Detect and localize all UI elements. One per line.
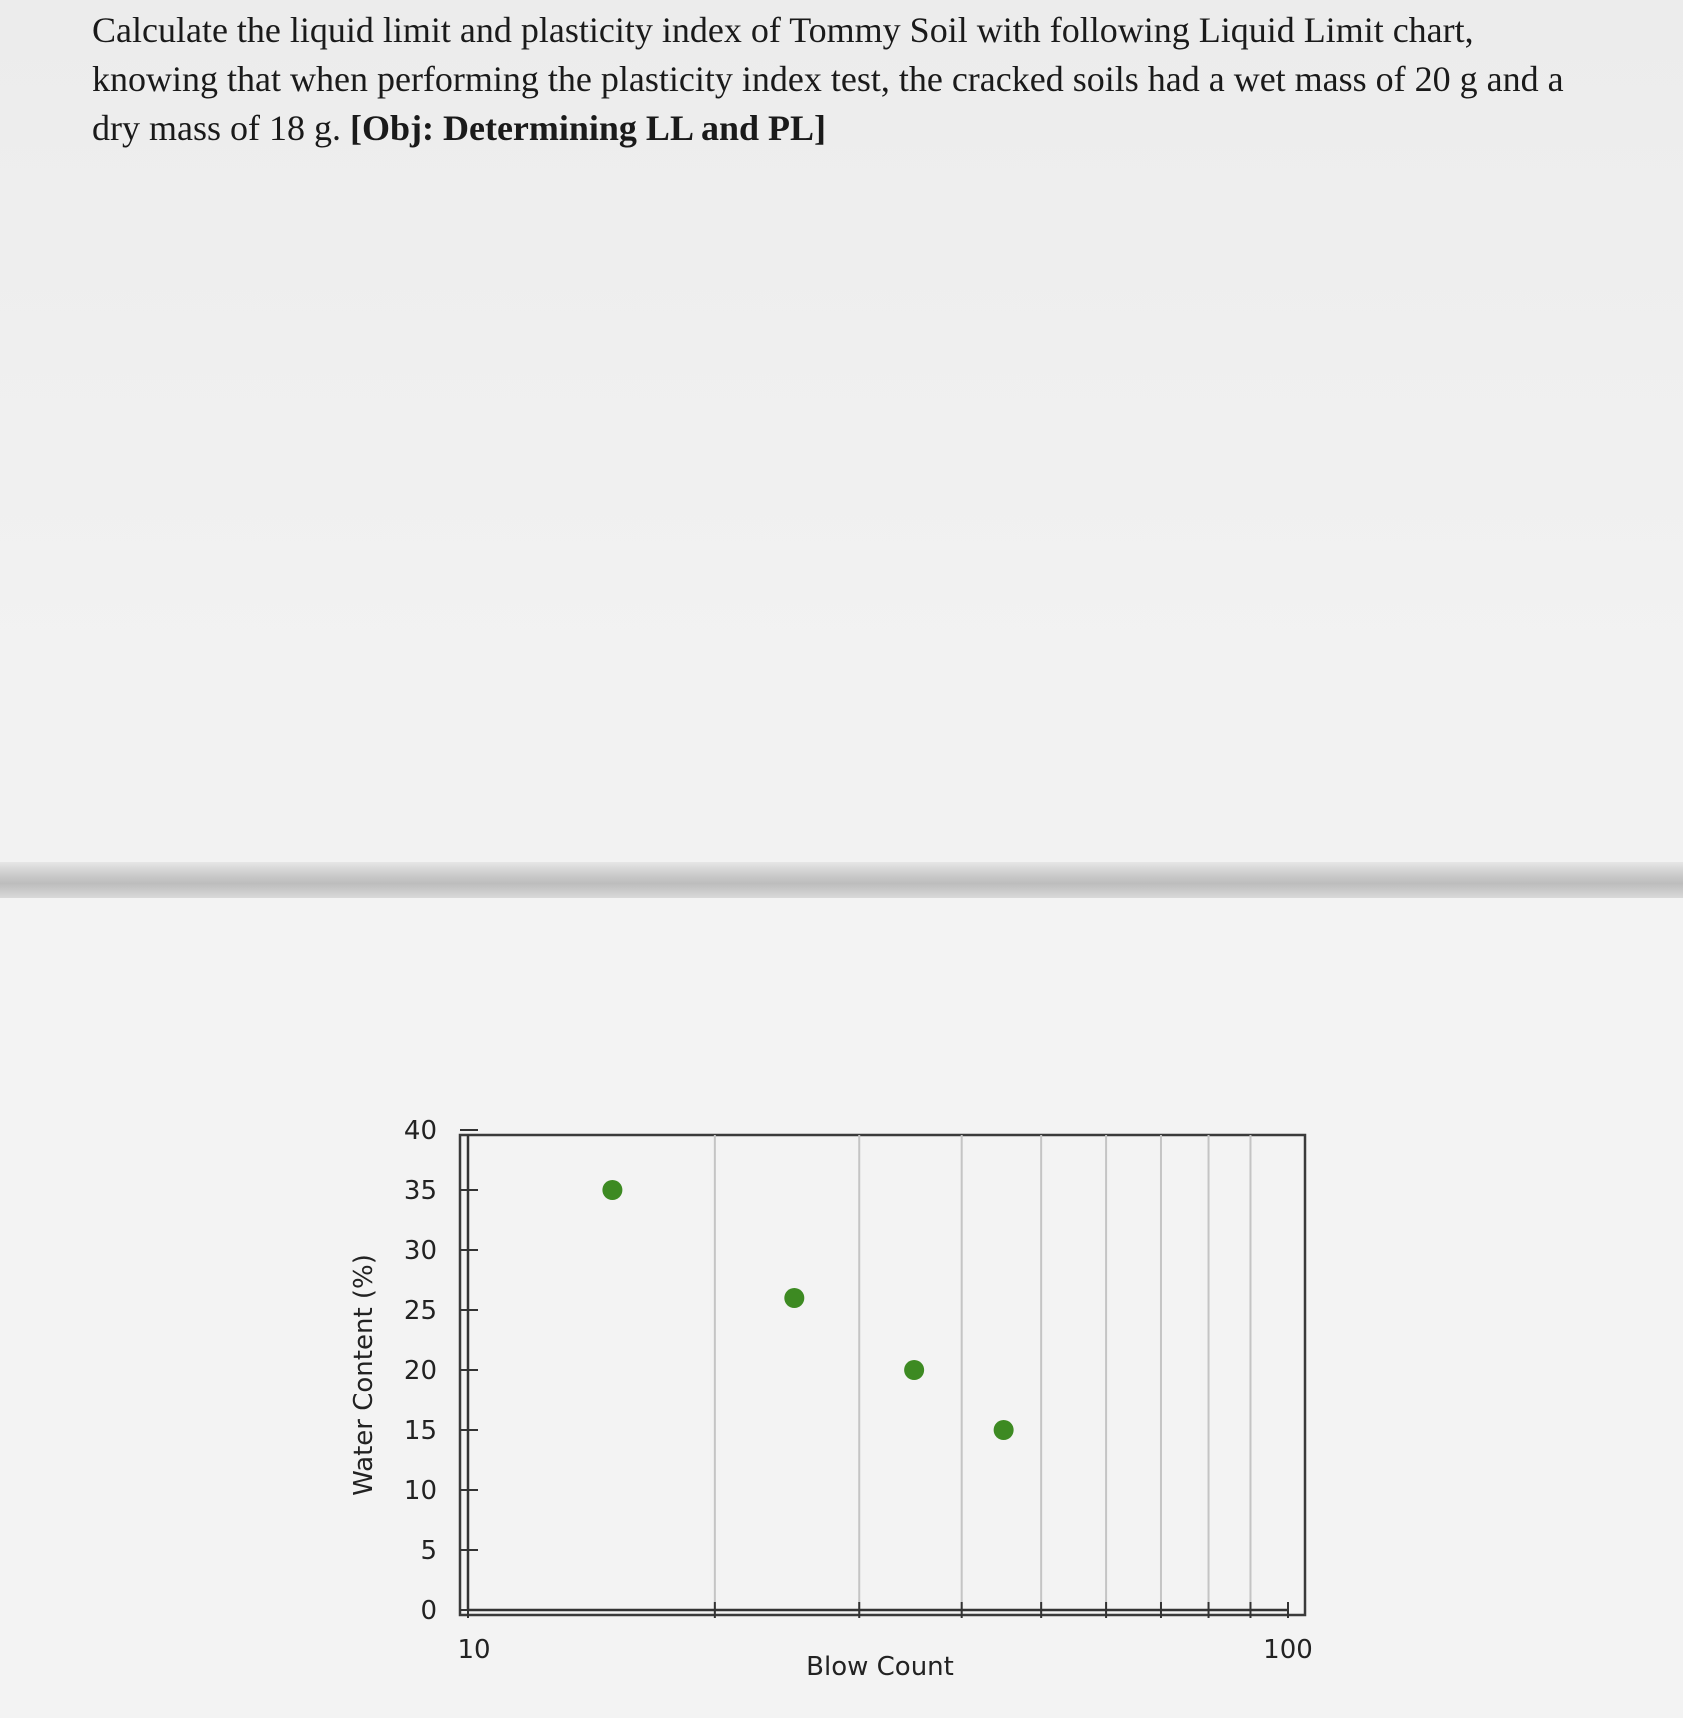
y-tick-label-5: 5 [420, 1536, 437, 1566]
grid [715, 1135, 1251, 1614]
x-tick-label-100: 100 [1263, 1635, 1313, 1665]
y-axis-title: Water Content (%) [349, 1254, 379, 1496]
question-objective: [Obj: Determining LL and PL] [349, 108, 826, 148]
data-point-2 [784, 1288, 804, 1308]
data-points [602, 1180, 1013, 1440]
question-body: Calculate the liquid limit and plasticity index of Tommy Soil with following Liquid Limit chart, knowing that when performing the plasticity index test, the cracked soils had a wet mass of 20 g and a dry mass of 18 g. [92, 10, 1564, 148]
y-tick-label-15: 15 [403, 1416, 437, 1446]
x-tick-label-10: 10 [457, 1635, 491, 1665]
y-tick-label-35: 35 [403, 1176, 437, 1206]
data-point-4 [994, 1420, 1014, 1440]
y-tick-label-40: 40 [403, 1116, 437, 1146]
y-tick-label-0: 0 [420, 1596, 437, 1626]
y-tick-label-30: 30 [403, 1236, 437, 1266]
y-tick-label-20: 20 [403, 1356, 437, 1386]
data-point-1 [602, 1180, 622, 1200]
y-tick-label-10: 10 [403, 1476, 437, 1506]
plot-frame [460, 1135, 1305, 1615]
x-axis-title: Blow Count [806, 1652, 954, 1682]
y-tick-label-25: 25 [403, 1296, 437, 1326]
data-point-3 [904, 1360, 924, 1380]
axes [468, 1135, 1288, 1610]
